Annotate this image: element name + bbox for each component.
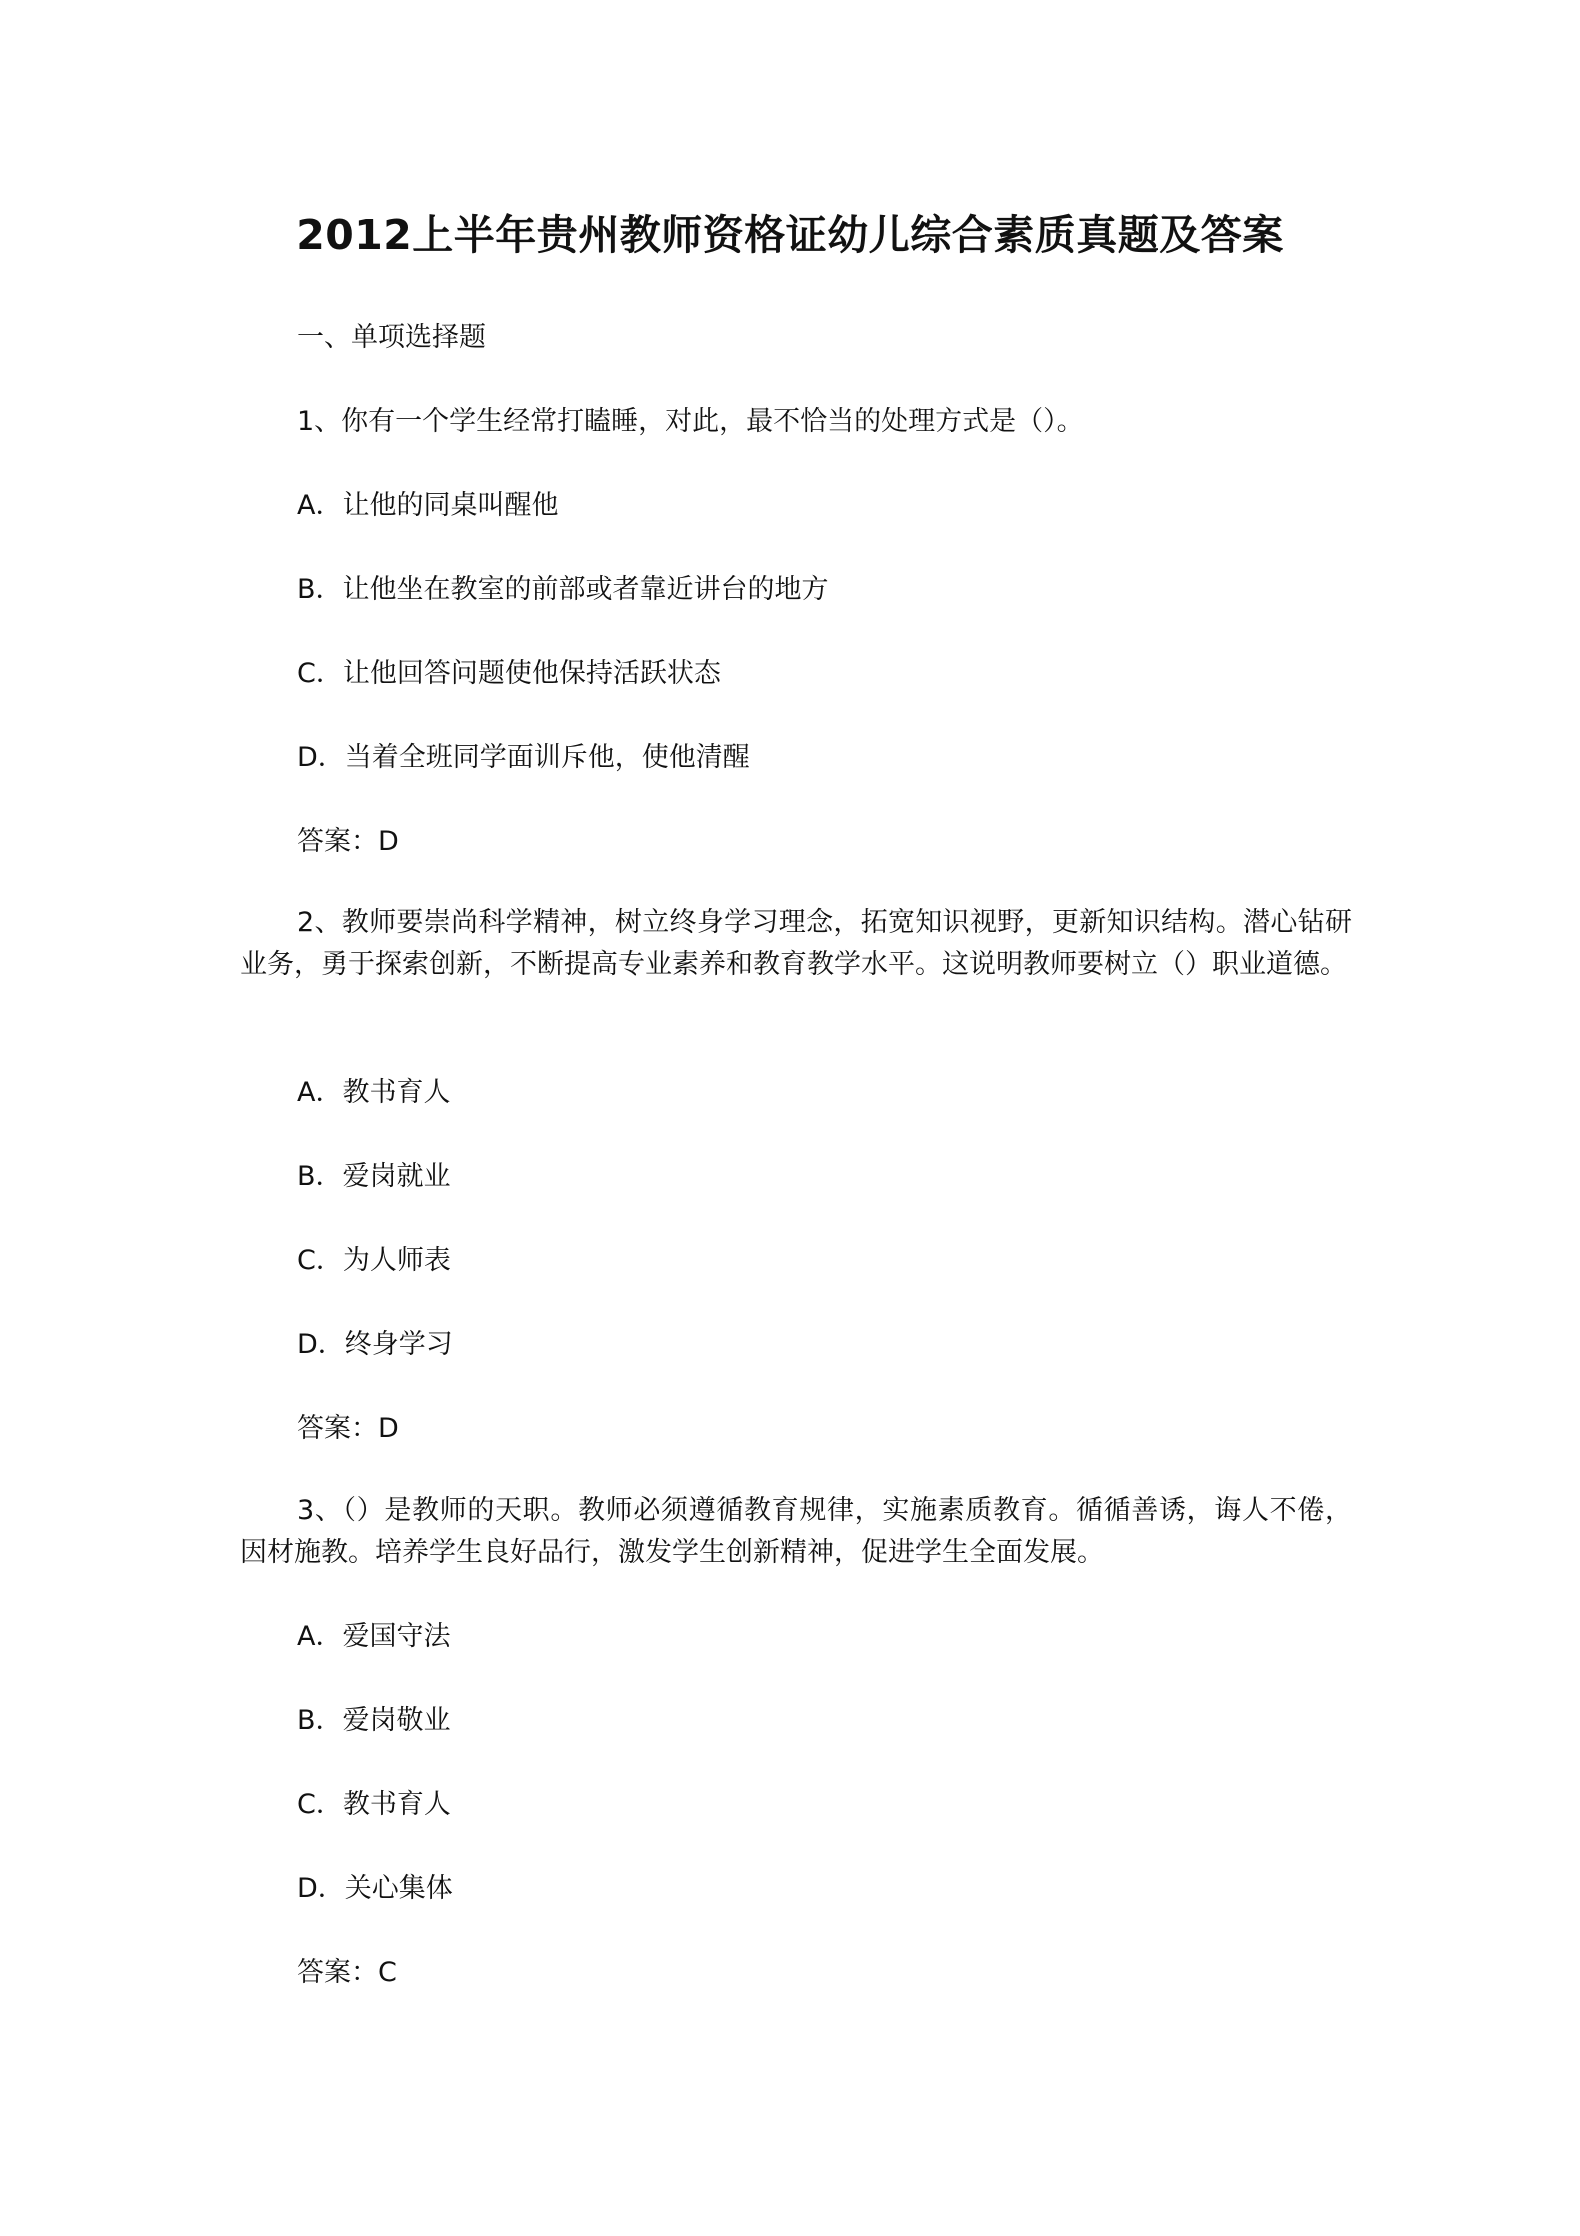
question-3-option-d: D．关心集体 (297, 1873, 453, 1904)
question-1-option-d: D．当着全班同学面训斥他，使他清醒 (297, 742, 750, 773)
question-3-answer: 答案：C (297, 1957, 397, 1988)
question-2-option-b: B．爱岗就业 (297, 1161, 451, 1192)
question-3-stem: 3、（）是教师的天职。教师必须遵循教育规律，实施素质教育。循循善诱，诲人不倦，因材施教。培养学生良好品行，激发学生创新精神，促进学生全面发展。 (240, 1495, 1352, 1568)
question-1-option-c: C．让他回答问题使他保持活跃状态 (297, 658, 721, 689)
question-2-option-d: D．终身学习 (297, 1329, 453, 1360)
document-title: 2012上半年贵州教师资格证幼儿综合素质真题及答案 (296, 211, 1284, 259)
question-1-answer: 答案：D (297, 826, 399, 857)
question-1-option-a: A．让他的同桌叫醒他 (297, 490, 559, 521)
question-3-option-a: A．爱国守法 (297, 1621, 451, 1652)
question-3-option-c: C．教书育人 (297, 1789, 451, 1820)
question-2-stem: 2、教师要崇尚科学精神，树立终身学习理念，拓宽知识视野，更新知识结构。潜心钻研业务，勇于探索创新，不断提高专业素养和教育教学水平。这说明教师要树立（）职业道德。 (240, 907, 1352, 980)
question-2-answer: 答案：D (297, 1413, 399, 1444)
section-heading: 一、单项选择题 (297, 322, 486, 353)
question-2-option-a: A．教书育人 (297, 1077, 451, 1108)
question-1-option-b: B．让他坐在教室的前部或者靠近讲台的地方 (297, 574, 829, 605)
question-2-option-c: C．为人师表 (297, 1245, 451, 1276)
question-3-option-b: B．爱岗敬业 (297, 1705, 451, 1736)
question-1-stem: 1、你有一个学生经常打瞌睡，对此，最不恰当的处理方式是（）。 (297, 406, 1084, 437)
